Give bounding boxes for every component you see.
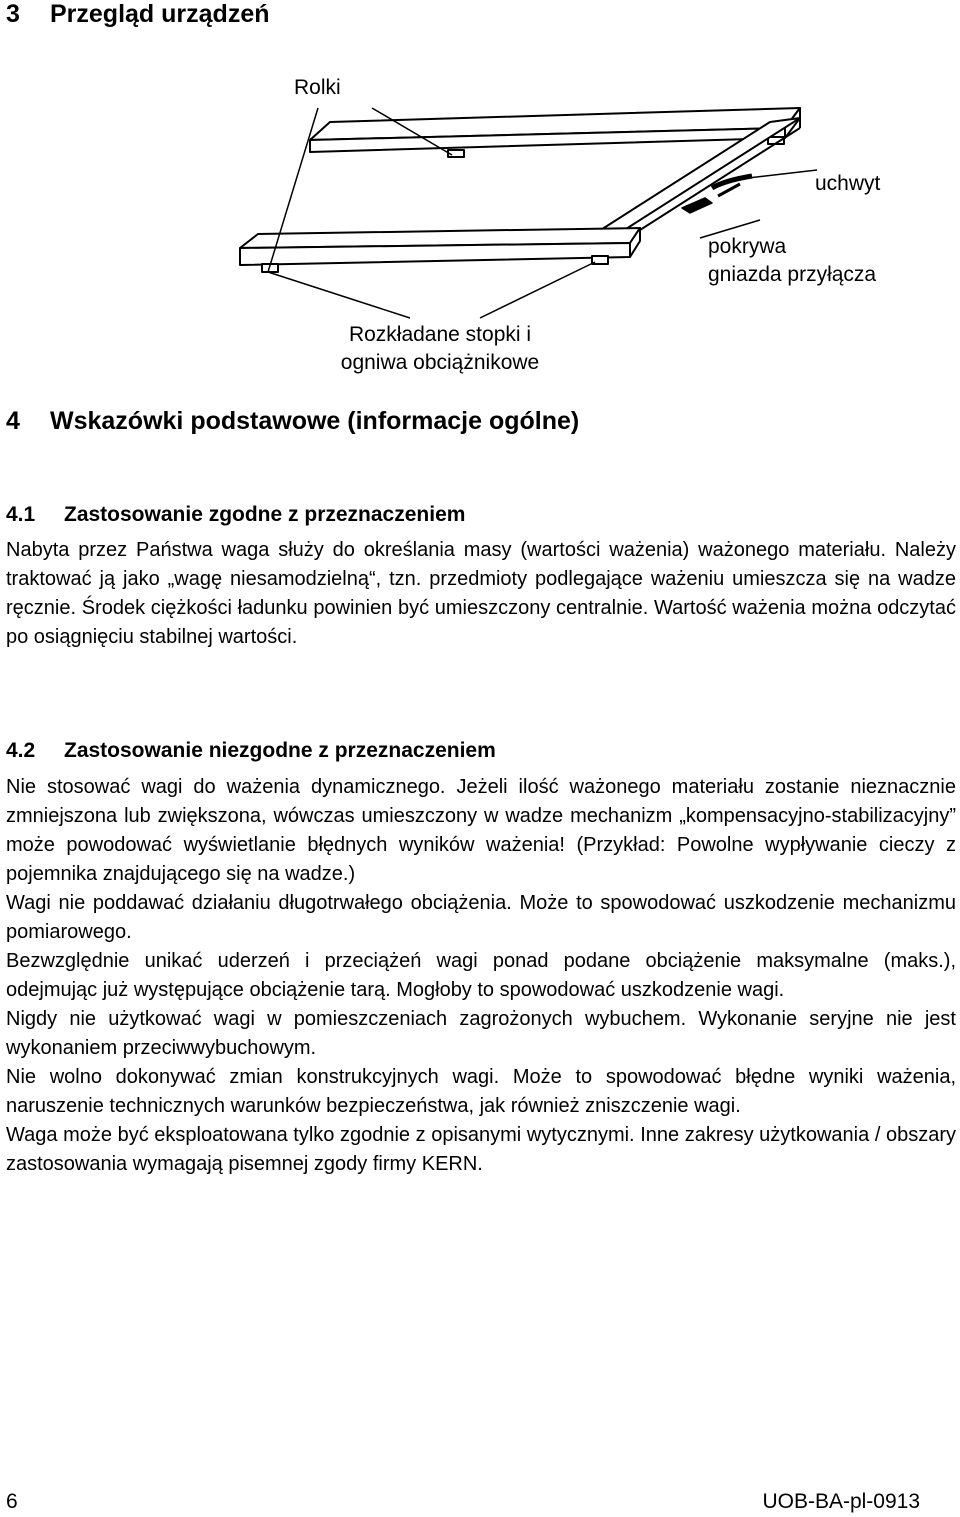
section-4-1-title: Zastosowanie zgodne z przeznaczeniem xyxy=(64,503,466,526)
section-4-2-title: Zastosowanie niezgodne z przeznaczeniem xyxy=(64,739,496,762)
paragraph: Nigdy nie użytkować wagi w pomieszczeniach zagrożonych wybuchem. Wykonanie seryjne nie jest wykonaniem przeciwwybuchowym. xyxy=(6,1008,956,1059)
paragraph: Bezwzględnie unikać uderzeń i przeciążeń wagi ponad podane obciążenie maksymalne (maks.), odejmując już występujące obciążenie tarą. Mogłoby to spowodować uszkodzenie wagi. xyxy=(6,950,956,1001)
label-socket-cover-line1: pokrywa xyxy=(708,235,787,258)
label-socket-cover-line2: gniazda przyłącza xyxy=(708,263,877,286)
front-beam xyxy=(240,228,640,272)
section-3-title: Przegląd urządzeń xyxy=(50,0,270,28)
leader-feet-left xyxy=(268,272,410,318)
section-4-1-heading xyxy=(6,503,465,527)
paragraph: Wagi nie poddawać działaniu długotrwałego obciążenia. Może to spowodować uszkodzenie mechanizmu pomiarowego. xyxy=(6,892,956,943)
section-4-number: 4 xyxy=(6,407,20,435)
paragraph: Nie stosować wagi do ważenia dynamicznego. Jeżeli ilość ważonego materiału zostanie nieznacznie zmniejszona lub zwiększona, wówczas umieszczony w wadze mechanizm „kompensacyjno-stabilizacyjny” może powodować wyświetlanie błędnych wyników ważenia! (Przykład: Powolne wypływanie cieczy z pojemnika znajdującego się na wadze.) xyxy=(6,776,956,885)
leader-feet-right xyxy=(480,262,595,318)
section-4-2-number: 4.2 xyxy=(6,739,36,762)
section-4-heading xyxy=(6,407,579,436)
label-feet-line2: ogniwa obciążnikowe xyxy=(340,351,540,374)
document-code: UOB-BA-pl-0913 xyxy=(762,1490,920,1513)
label-feet-line1: Rozkładane stopki i xyxy=(348,323,532,346)
label-rollers: Rolki xyxy=(294,76,341,99)
section-4-2-heading xyxy=(6,739,496,763)
paragraph: Waga może być eksploatowana tylko zgodnie z opisanymi wytycznymi. Inne zakresy użytkowania / obszary zastosowania wymagają pisemnej zgody firmy KERN. xyxy=(6,1124,956,1175)
section-4-1-number: 4.1 xyxy=(6,503,36,526)
section-3-number: 3 xyxy=(6,0,20,28)
handle-part xyxy=(712,176,752,196)
section-4-title: Wskazówki podstawowe (informacje ogólne) xyxy=(50,407,580,435)
label-feet xyxy=(314,321,566,377)
label-socket-cover xyxy=(708,233,876,289)
label-handle: uchwyt xyxy=(815,172,881,195)
paragraph: Nie wolno dokonywać zmian konstrukcyjnych wagi. Może to spowodować błędne wyniki ważenia, naruszenie technicznych warunków bezpieczeństwa, jak również zniszczenie wagi. xyxy=(6,1066,956,1117)
section-4-2-body xyxy=(6,773,956,1179)
leader-handle xyxy=(748,170,817,178)
page-number: 6 xyxy=(6,1490,18,1513)
section-4-1-body: Nabyta przez Państwa waga służy do określania masy (wartości ważenia) ważonego materiału. Należy traktować ją jako „wagę niesamodzielną“, tzn. przedmioty podlegające ważeniu umieszcza się na wadze ręcznie. Środek ciężkości ładunku powinien być umieszczony centralnie. Wartość ważenia można odczytać po osiągnięciu stabilnej wartości. xyxy=(6,539,956,648)
